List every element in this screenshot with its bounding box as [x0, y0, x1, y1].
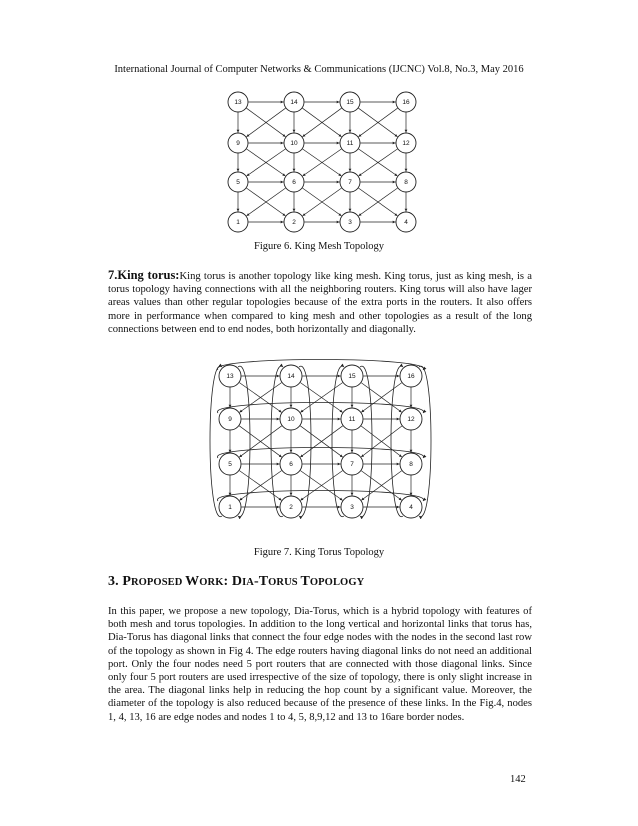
mesh-node-label: 12: [402, 140, 410, 148]
king-torus-body: King torus is another topology like king mesh. King torus, just as king mesh, is a torus topology having connections with all the neighboring routers. King torus will also have lager areas values than other regular topologies because of the extra ports in the routers. It also offers more in performance when compared to king mesh and other topologies as a result of the long connections between end to end nodes, both horizontally and diagonally.: [108, 271, 532, 335]
torus-node-label: 7: [350, 461, 354, 469]
mesh-node-label: 7: [348, 179, 352, 187]
torus-node-label: 3: [350, 504, 354, 512]
torus-node-label: 12: [407, 416, 415, 424]
mesh-node-label: 1: [236, 219, 240, 227]
torus-wrap-column: [210, 366, 222, 517]
mesh-node: [396, 133, 416, 153]
mesh-node: [228, 133, 248, 153]
torus-node-label: 10: [287, 416, 295, 424]
torus-node-label: 14: [287, 373, 295, 381]
mesh-node: [340, 133, 360, 153]
mesh-node-label: 4: [404, 219, 408, 227]
mesh-node-label: 8: [404, 179, 408, 187]
torus-node: [341, 365, 363, 387]
torus-node: [341, 408, 363, 430]
mesh-node-label: 6: [292, 179, 296, 187]
torus-node: [219, 365, 241, 387]
title-part: : D: [223, 574, 243, 589]
torus-node: [400, 408, 422, 430]
title-part: ORUS: [268, 577, 301, 588]
mesh-node-label: 5: [236, 179, 240, 187]
mesh-node-label: 10: [290, 140, 298, 148]
torus-node: [400, 496, 422, 518]
mesh-node-label: 16: [402, 99, 410, 107]
section-3-heading: [108, 574, 364, 590]
torus-node-label: 5: [228, 461, 232, 469]
torus-wrap-row: [217, 360, 423, 371]
proposed-work-paragraph: In this paper, we propose a new topology, Dia-Torus, which is a hybrid topology with features of both mesh and torus topologies. In addition to the long vertical and horizontal links that torus has, Dia-Torus has diagonal links that connect the four edge nodes with the nodes in the second last row of the topology as shown in Fig 4. The edge routers having diagonal links do not need an additional port. Only the four nodes need 5 port routers that are connected with those diagonal links. Since only four 5 port routers are used irrespective of the size of topology, there is only slight increase in the area. The diagonal links help in reducing the hop count by a significant value. Moreover, the diameter of the topology is also reduced because of the presence of these links. In the Fig.4, nodes 1, 4, 13, 16 are edge nodes and nodes 1 to 4, 5, 8,9,12 and 13 to 16are border nodes.: [108, 606, 532, 723]
title-part: IA: [242, 577, 254, 588]
torus-node-label: 16: [407, 373, 415, 381]
mesh-node: [396, 212, 416, 232]
section-3-number: 3.: [108, 574, 123, 589]
torus-wrap-row: [217, 448, 423, 459]
mesh-node: [396, 172, 416, 192]
torus-node-label: 6: [289, 461, 293, 469]
mesh-node: [340, 92, 360, 112]
mesh-node: [284, 92, 304, 112]
title-part: W: [185, 574, 200, 589]
torus-node-label: 15: [348, 373, 356, 381]
mesh-node-label: 14: [290, 99, 298, 107]
torus-node-label: 11: [348, 416, 356, 424]
title-part: ROPOSED: [130, 577, 186, 588]
torus-node: [219, 496, 241, 518]
figure-7-caption: Figure 7. King Torus Topology: [253, 547, 385, 558]
torus-node: [219, 408, 241, 430]
mesh-node: [284, 133, 304, 153]
mesh-node: [340, 172, 360, 192]
torus-node-label: 9: [228, 416, 232, 424]
torus-node: [400, 365, 422, 387]
torus-node: [280, 365, 302, 387]
torus-node-label: 4: [409, 504, 413, 512]
king-torus-heading: 7.King torus:: [108, 268, 180, 282]
torus-node: [341, 453, 363, 475]
torus-node: [400, 453, 422, 475]
torus-wrap-row: [217, 491, 423, 502]
mesh-node-label: 15: [346, 99, 354, 107]
title-part: -T: [253, 574, 269, 589]
torus-node-label: 2: [289, 504, 293, 512]
page-number: 142: [510, 774, 526, 785]
torus-node-label: 8: [409, 461, 413, 469]
mesh-node-label: 9: [236, 140, 240, 148]
king-mesh-diagram: [210, 84, 430, 234]
mesh-node: [340, 212, 360, 232]
torus-wrap-row: [217, 403, 423, 414]
figure-6-caption: Figure 6. King Mesh Topology: [253, 241, 385, 252]
mesh-node: [228, 172, 248, 192]
title-part: T: [300, 574, 310, 589]
torus-node-label: 13: [226, 373, 234, 381]
mesh-node-label: 3: [348, 219, 352, 227]
running-header: International Journal of Computer Networks & Communications (IJCNC) Vol.8, No.3, May 2016: [114, 64, 524, 75]
mesh-node: [228, 212, 248, 232]
torus-node: [280, 496, 302, 518]
mesh-node-label: 11: [346, 140, 354, 148]
title-part: OPOLOGY: [309, 577, 365, 588]
torus-node: [219, 453, 241, 475]
mesh-node: [396, 92, 416, 112]
torus-node: [280, 453, 302, 475]
mesh-node: [228, 92, 248, 112]
torus-node: [341, 496, 363, 518]
king-torus-paragraph: [108, 269, 532, 336]
mesh-node: [284, 172, 304, 192]
king-torus-diagram: [196, 349, 448, 529]
mesh-node: [284, 212, 304, 232]
mesh-node-label: 13: [234, 99, 242, 107]
torus-wrap-column: [419, 366, 431, 517]
title-part: ORK: [199, 577, 224, 588]
torus-node-label: 1: [228, 504, 232, 512]
mesh-node-label: 2: [292, 219, 296, 227]
title-part: P: [122, 574, 131, 589]
torus-node: [280, 408, 302, 430]
